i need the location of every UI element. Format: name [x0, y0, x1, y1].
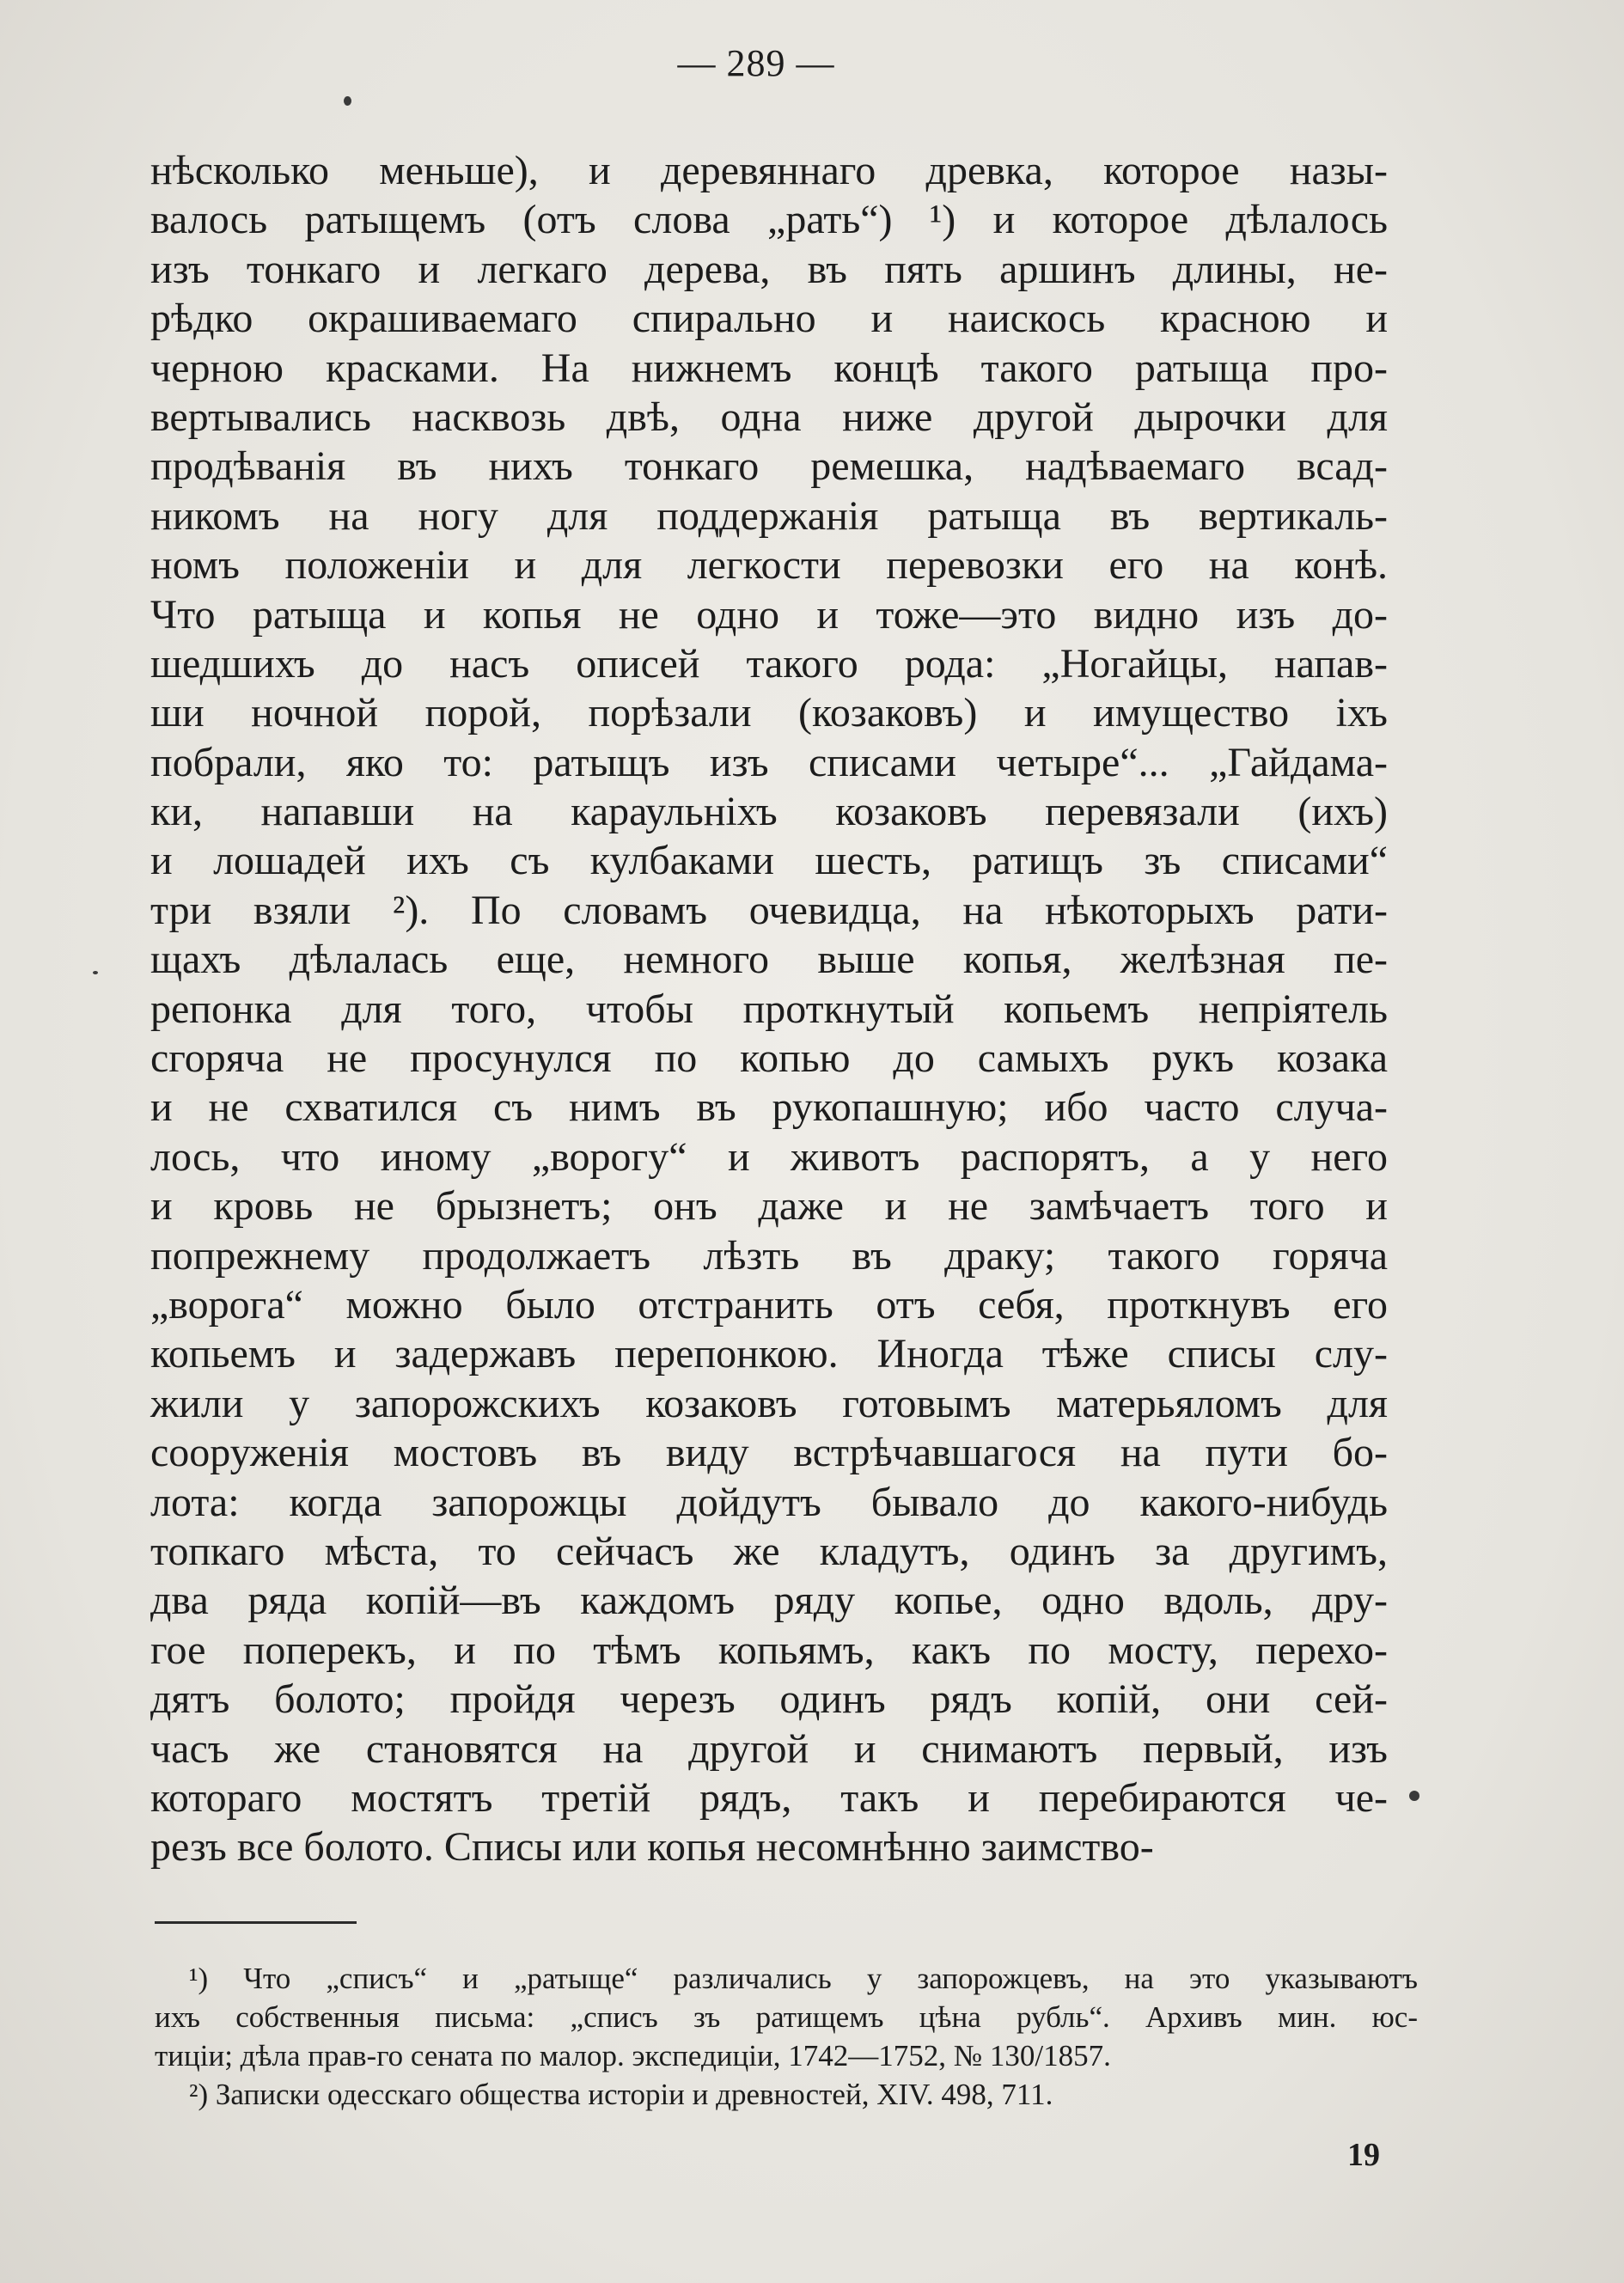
signature-mark: 19 [1347, 2137, 1380, 2173]
footnote-1-line: ¹) Что „списъ“ и „ратыще“ различались у запорожцевъ, на это указываютъ [189, 1962, 1418, 1995]
text-line: и не схватился съ нимъ въ рукопашную; ибо часто случа- [150, 1084, 1388, 1131]
text-line: щахъ дѣлалась еще, немного выше копья, желѣзная пе- [150, 937, 1388, 983]
text-line: жили у запорожскихъ козаковъ готовымъ матерьяломъ для [150, 1380, 1388, 1426]
print-speck [1409, 1791, 1419, 1801]
footnote-1-line: тиціи; дѣла прав-го сената по малор. экспедиціи, 1742—1752, № 130/1857. [155, 2039, 1111, 2072]
text-line: котораго мостятъ третій рядъ, такъ и перебираются че- [150, 1774, 1388, 1821]
text-line: лось, что иному „ворогу“ и животъ распорятъ, а у него [150, 1133, 1388, 1180]
text-line: часъ же становятся на другой и снимаютъ первый, изъ [150, 1725, 1388, 1772]
page-number: — 289 — [677, 42, 835, 84]
text-line: Что ратыща и копья не одно и тоже—это видно изъ до- [150, 591, 1388, 638]
text-line: никомъ на ногу для поддержанія ратыща въ вертикаль- [150, 492, 1388, 539]
text-line: репонка для того, чтобы проткнутый копьемъ непріятель [150, 986, 1388, 1032]
text-line: номъ положеніи и для легкости перевозки его на конѣ. [150, 542, 1388, 589]
text-line: и лошадей ихъ съ кулбаками шесть, ратищъ зъ списами“ [150, 838, 1388, 884]
footnotes [155, 1959, 1418, 2114]
text-line: копьемъ и задержавъ перепонкою. Иногда тѣже списы слу- [150, 1331, 1388, 1377]
text-line: „ворога“ можно было отстранить отъ себя, проткнувъ его [150, 1281, 1388, 1328]
print-speck [93, 971, 98, 974]
text-line: шедшихъ до насъ описей такого рода: „Ногайцы, напав- [150, 640, 1388, 687]
text-line: дятъ болото; пройдя черезъ одинъ рядъ копій, они сей- [150, 1676, 1388, 1723]
footnote-1-line: ихъ собственныя письма: „списъ зъ ратищемъ цѣна рубль“. Архивъ мин. юс- [155, 2000, 1418, 2034]
text-line: два ряда копій—въ каждомъ ряду копье, одно вдоль, дру- [150, 1578, 1388, 1624]
text-line: нѣсколько меньше), и деревяннаго древка, которое назы- [150, 148, 1388, 193]
text-line: черною красками. На нижнемъ концѣ такого ратыща про- [150, 345, 1388, 391]
print-speck [344, 96, 351, 106]
text-line: лота: когда запорожцы дойдутъ бывало до какого-нибудь [150, 1479, 1388, 1525]
text-line: рѣдко окрашиваемаго спирально и наискось красною и [150, 296, 1388, 342]
text-line: сооруженія мостовъ въ виду встрѣчавшагося на пути бо- [150, 1430, 1388, 1476]
text-line: сгоряча не просунулся по копью до самыхъ рукъ козака [150, 1035, 1388, 1082]
text-line: и кровь не брызнетъ; онъ даже и не замѣчаетъ того и [150, 1183, 1388, 1230]
body-text [150, 146, 1388, 1872]
footnote-2: ²) Записки одесскаго общества исторіи и древностей, XIV. 498, 711. [189, 2078, 1053, 2111]
text-line: ки, напавши на караульніхъ козаковъ перевязали (ихъ) [150, 789, 1388, 835]
text-line: топкаго мѣста, то сейчасъ же кладутъ, одинъ за другимъ, [150, 1528, 1388, 1574]
text-line: гое поперекъ, и по тѣмъ копьямъ, какъ по мосту, перехо- [150, 1627, 1388, 1673]
text-line: продѣванія въ нихъ тонкаго ремешка, надѣваемаго всад- [150, 443, 1388, 490]
text-line: валось ратыщемъ (отъ слова „рать“) ¹) и которое дѣлалось [150, 197, 1388, 243]
footnote-separator [155, 1921, 357, 1924]
text-line: побрали, яко то: ратыщъ изъ списами четыре“... „Гайдама- [150, 739, 1388, 785]
text-line: ши ночной порой, порѣзали (козаковъ) и имущество іхъ [150, 690, 1388, 736]
text-line: резъ все болото. Списы или копья несомнѣнно заимство- [150, 1824, 1154, 1871]
text-line: три взяли ²). По словамъ очевидца, на нѣкоторыхъ рати- [150, 887, 1388, 933]
text-line: попрежнему продолжаетъ лѣзть въ драку; такого горяча [150, 1232, 1388, 1279]
text-line: изъ тонкаго и легкаго дерева, въ пять аршинъ длины, не- [150, 246, 1388, 292]
text-line: вертывались насквозь двѣ, одна ниже другой дырочки для [150, 394, 1388, 440]
